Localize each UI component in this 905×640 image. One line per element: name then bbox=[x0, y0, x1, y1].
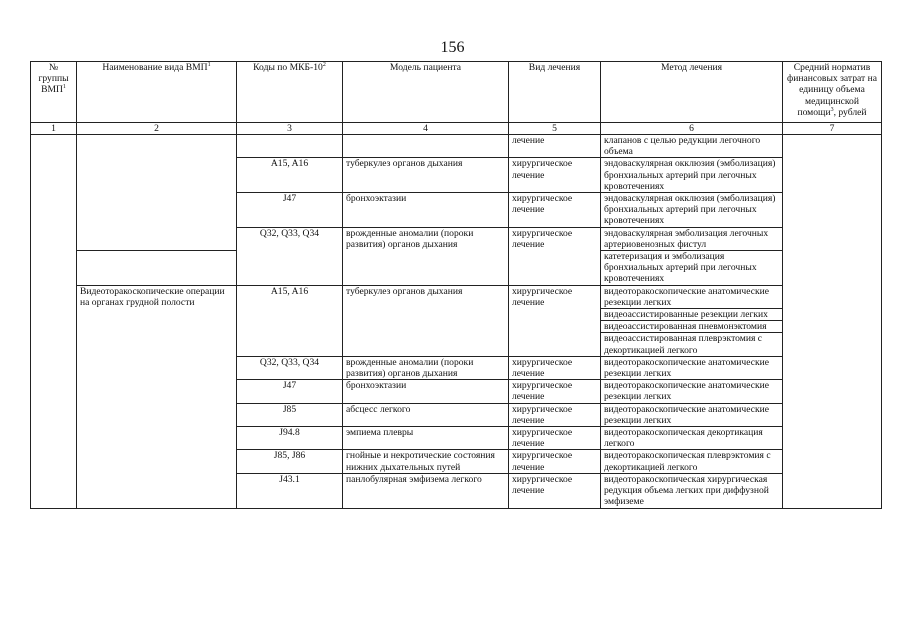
treatment-type-cell: хирургическое лечение bbox=[509, 227, 601, 285]
treatment-type-cell: лечение bbox=[509, 135, 601, 158]
column-number: 5 bbox=[509, 123, 601, 135]
treatment-type-cell: хирургическое лечение bbox=[509, 380, 601, 403]
vmp-name-cell bbox=[77, 135, 237, 251]
column-number: 1 bbox=[31, 123, 77, 135]
patient-model-cell bbox=[343, 135, 509, 158]
patient-model-cell: эмпиема плевры bbox=[343, 427, 509, 450]
icd-code-cell: A15, A16 bbox=[237, 158, 343, 193]
patient-model-cell: туберкулез органов дыхания bbox=[343, 158, 509, 193]
column-number: 2 bbox=[77, 123, 237, 135]
treatment-type-cell: хирургическое лечение bbox=[509, 356, 601, 379]
page-number: 156 bbox=[440, 39, 465, 56]
header-group-number: № группы ВМП$^1$ bbox=[31, 62, 77, 123]
treatment-type-cell: хирургическое лечение bbox=[509, 193, 601, 228]
column-number: 7 bbox=[783, 123, 882, 135]
patient-model-cell: врожденные аномалии (пороки развития) органов дыхания bbox=[343, 227, 509, 285]
patient-model-cell: туберкулез органов дыхания bbox=[343, 285, 509, 356]
patient-model-cell: абсцесс легкого bbox=[343, 403, 509, 426]
icd-code-cell: J85 bbox=[237, 403, 343, 426]
treatment-method-cell: эндоваскулярная эмболизация легочных артериовенозных фистул bbox=[601, 227, 783, 250]
patient-model-cell: бронхоэктазии bbox=[343, 193, 509, 228]
treatment-method-cell: видеоторакоскопическая декортикация легкого bbox=[601, 427, 783, 450]
icd-code-cell bbox=[237, 135, 343, 158]
header-treatment-method: Метод лечения bbox=[601, 62, 783, 123]
icd-code-cell: J43.1 bbox=[237, 473, 343, 508]
treatment-method-cell: видеоторакоскопические анатомические резекции легких bbox=[601, 285, 783, 308]
header-patient-model: Модель пациента bbox=[343, 62, 509, 123]
treatment-method-cell: видеоторакоскопические анатомические резекции легких bbox=[601, 403, 783, 426]
treatment-method-cell: клапанов с целью редукции легочного объема bbox=[601, 135, 783, 158]
icd-code-cell: Q32, Q33, Q34 bbox=[237, 227, 343, 285]
vmp-table bbox=[30, 61, 882, 509]
treatment-method-cell: эндоваскулярная окклюзия (эмболизация) бронхиальных артерий при легочных кровотечениях bbox=[601, 193, 783, 228]
treatment-type-cell: хирургическое лечение bbox=[509, 427, 601, 450]
header-cost-norm: Средний норматив финансовых затрат на единицу объема медицинской помощи$^3$, рублей bbox=[783, 62, 882, 123]
column-number: 3 bbox=[237, 123, 343, 135]
group-number-cell bbox=[31, 135, 77, 509]
icd-code-cell: J94.8 bbox=[237, 427, 343, 450]
vmp-name-cell: Видеоторакоскопические операции на органах грудной полости bbox=[77, 285, 237, 508]
treatment-method-cell: видеоассистированные резекции легких bbox=[601, 309, 783, 321]
treatment-method-cell: видеоторакоскопические анатомические резекции легких bbox=[601, 356, 783, 379]
column-number: 4 bbox=[343, 123, 509, 135]
treatment-method-cell: видеоассистированная плеврэктомия с декортикацией легкого bbox=[601, 333, 783, 356]
treatment-method-cell: видеоторакоскопическая хирургическая редукция объема легких при диффузной эмфиземе bbox=[601, 473, 783, 508]
cost-norm-cell bbox=[783, 135, 882, 509]
icd-code-cell: Q32, Q33, Q34 bbox=[237, 356, 343, 379]
table-row bbox=[31, 135, 882, 158]
treatment-type-cell: хирургическое лечение bbox=[509, 285, 601, 356]
patient-model-cell: бронхоэктазии bbox=[343, 380, 509, 403]
treatment-method-cell: эндоваскулярная окклюзия (эмболизация) бронхиальных артерий при легочных кровотечениях bbox=[601, 158, 783, 193]
treatment-type-cell: хирургическое лечение bbox=[509, 158, 601, 193]
header-row bbox=[31, 62, 882, 123]
icd-code-cell: J47 bbox=[237, 193, 343, 228]
column-number-row bbox=[31, 123, 882, 135]
patient-model-cell: гнойные и некротические состояния нижних дыхательных путей bbox=[343, 450, 509, 473]
icd-code-cell: J85, J86 bbox=[237, 450, 343, 473]
patient-model-cell: врожденные аномалии (пороки развития) органов дыхания bbox=[343, 356, 509, 379]
treatment-type-cell: хирургическое лечение bbox=[509, 403, 601, 426]
treatment-type-cell: хирургическое лечение bbox=[509, 473, 601, 508]
treatment-method-cell: видеоторакоскопическая плеврэктомия с декортикацией легкого bbox=[601, 450, 783, 473]
treatment-method-cell: видеоторакоскопические анатомические резекции легких bbox=[601, 380, 783, 403]
treatment-method-cell: катетеризация и эмболизация бронхиальных артерий при легочных кровотечениях bbox=[601, 251, 783, 286]
header-vmp-name: Наименование вида ВМП$^1$ bbox=[77, 62, 237, 123]
table-row bbox=[31, 285, 882, 308]
header-treatment-type: Вид лечения bbox=[509, 62, 601, 123]
patient-model-cell: панлобулярная эмфизема легкого bbox=[343, 473, 509, 508]
vmp-name-cell bbox=[77, 251, 237, 286]
icd-code-cell: J47 bbox=[237, 380, 343, 403]
icd-code-cell: A15, A16 bbox=[237, 285, 343, 356]
treatment-type-cell: хирургическое лечение bbox=[509, 450, 601, 473]
column-number: 6 bbox=[601, 123, 783, 135]
header-icd-codes: Коды по МКБ-$10^2$ bbox=[237, 62, 343, 123]
treatment-method-cell: видеоассистированная пневмонэктомия bbox=[601, 321, 783, 333]
